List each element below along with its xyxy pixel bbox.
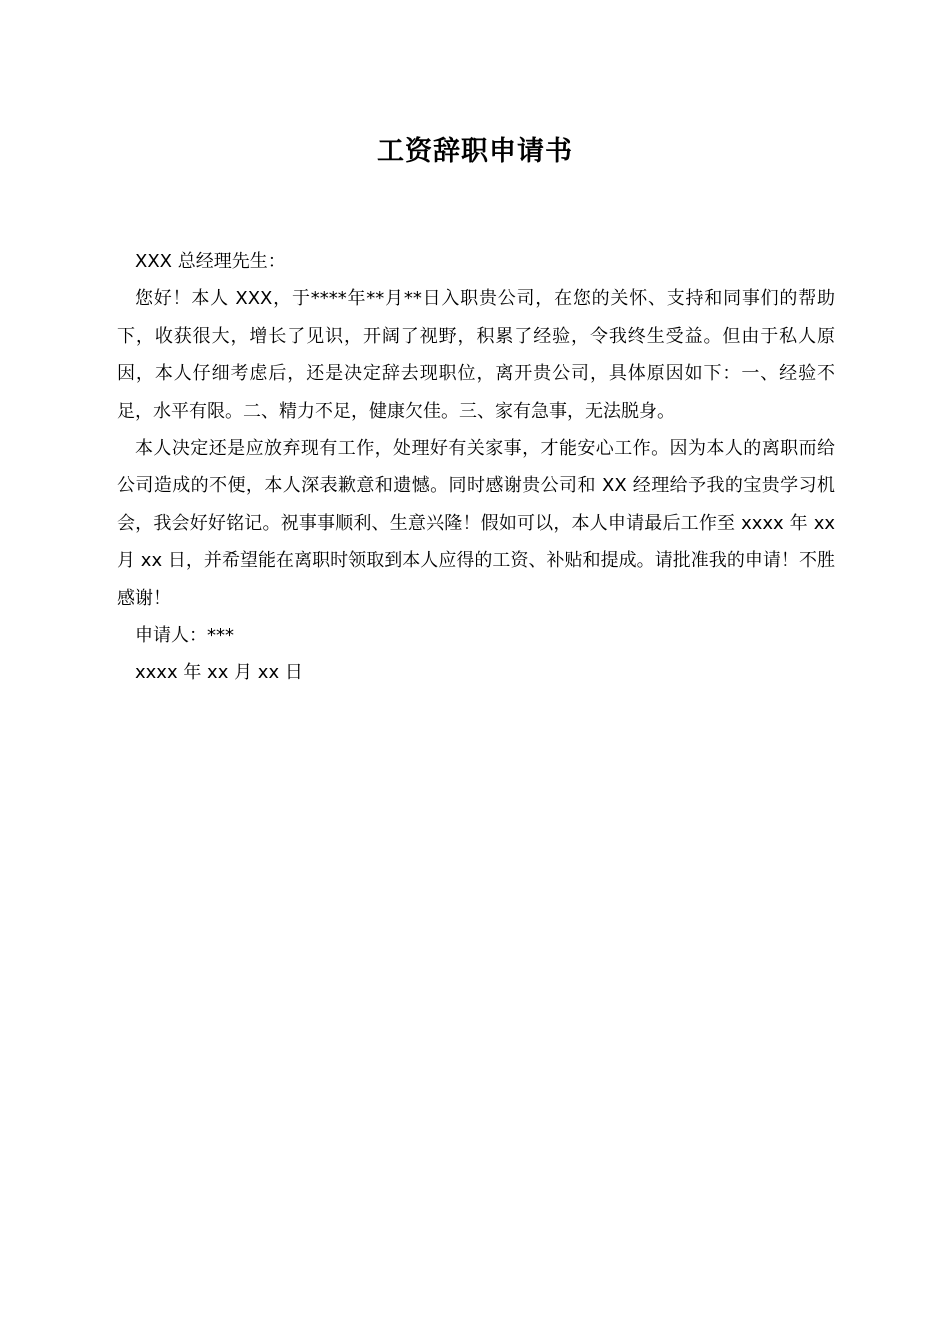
document-body [117,243,835,692]
body-paragraph-1: 您好！本人 XXX，于****年**月**日入职贵公司，在您的关怀、支持和同事们的帮助下，收获很大，增长了见识，开阔了视野，积累了经验，令我终生受益。但由于私人原因，本人仔细考虑后，还是决定辞去现职位，离开贵公司，具体原因如下：一、经验不足，水平有限。二、精力不足，健康欠佳。三、家有急事，无法脱身。 [117,288,835,422]
date-line: xxxx 年 xx 月 xx 日 [135,662,303,684]
salutation: XXX 总经理先生： [135,251,286,272]
signature-line: 申请人：*** [135,625,234,647]
body-paragraph-2: 本人决定还是应放弃现有工作，处理好有关家事，才能安心工作。因为本人的离职而给公司造成的不便，本人深表歉意和遗憾。同时感谢贵公司和 XX 经理给予我的宝贵学习机会，我会好好铭记。祝事事顺利、生意兴隆！假如可以，本人申请最后工作至 xxxx 年 xx 月 xx 日，并希望能在离职时领取到本人应得的工资、补贴和提成。请批准我的申请！不胜感谢！ [117,438,835,609]
document-title: 工资辞职申请书 [377,136,573,167]
